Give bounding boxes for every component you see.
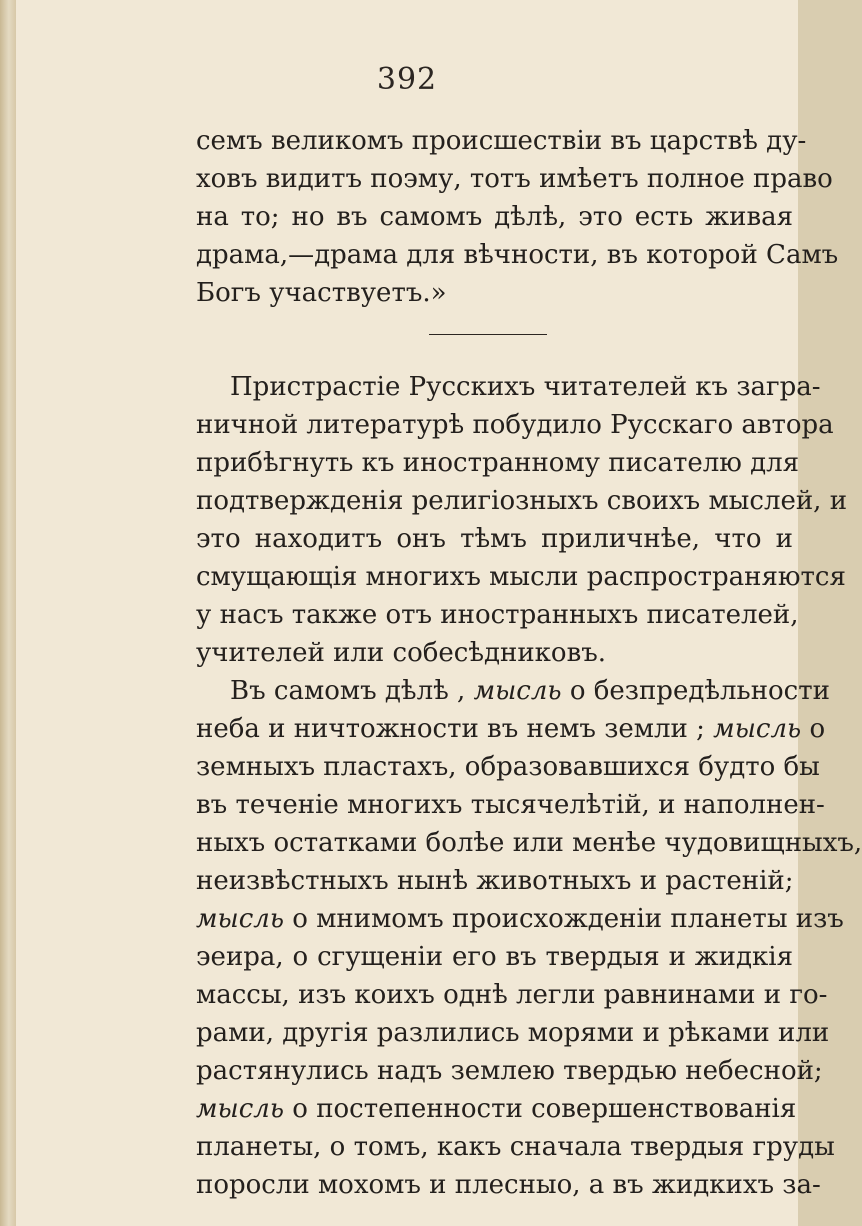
emphasis-word: мысль xyxy=(713,714,802,744)
emphasis-word: мысль xyxy=(196,904,285,934)
emphasis-word: мысль xyxy=(473,676,562,706)
text-line: драма,—драма для вѣчности, въ которой Самъ xyxy=(196,240,839,270)
text-line: подтвержденія религіозныхъ своихъ мыслей, и xyxy=(196,486,848,516)
text-line: массы, изъ коихъ однѣ легли равнинами и го- xyxy=(196,980,828,1010)
divider-rule xyxy=(429,334,547,335)
text-line: смущающія многихъ мысли распространяются xyxy=(196,562,846,592)
text-line: Пристрастіе Русскихъ читателей къ загра- xyxy=(230,372,821,402)
emphasis-word: мысль xyxy=(196,1094,285,1124)
text-line: семъ великомъ происшествіи въ царствѣ ду- xyxy=(196,126,807,156)
text-line: земныхъ пластахъ, образовавшихся будто бы xyxy=(196,752,820,782)
text-line: на то; но въ самомъ дѣлѣ, это есть живая xyxy=(196,202,793,232)
section-spacing xyxy=(196,350,793,368)
text-line: учителей или собесѣдниковъ. xyxy=(196,638,607,668)
book-gutter xyxy=(0,0,17,1226)
text-line: эеира, о сгущеніи его въ твердыя и жидкія xyxy=(196,942,793,972)
text-line: ничной литературѣ побудило Русскаго автора xyxy=(196,410,834,440)
text-line: поросли мохомъ и плесныо, а въ жидкихъ за- xyxy=(196,1170,821,1200)
text-line: неизвѣстныхъ нынѣ животныхъ и растеній; xyxy=(196,866,794,896)
text-line xyxy=(196,710,826,748)
paragraph-1 xyxy=(196,368,848,672)
text-fragment: неба и ничтожности въ немъ земли ; xyxy=(196,714,714,744)
paragraph-2 xyxy=(196,672,862,1204)
text-fragment: о xyxy=(801,714,826,744)
text-line: планеты, о томъ, какъ сначала твердыя груды xyxy=(196,1132,835,1162)
text-line: прибѣгнуть къ иностранному писателю для xyxy=(196,448,800,478)
section-divider xyxy=(196,312,793,350)
text-line: ныхъ остатками болѣе или менѣе чудовищныхъ, xyxy=(196,828,862,858)
text-line: это находитъ онъ тѣмъ приличнѣе, что и xyxy=(196,524,793,554)
text-line: рами, другія разлились морями и рѣками или xyxy=(196,1018,830,1048)
text-line: ховъ видитъ поэму, тотъ имѣетъ полное право xyxy=(196,164,833,194)
text-fragment: о постепенности совершенствованія xyxy=(284,1094,797,1124)
text-line: въ теченіе многихъ тысячелѣтій, и наполнен- xyxy=(196,790,825,820)
page-text xyxy=(196,122,862,1204)
text-fragment: о безпредѣльности xyxy=(561,676,830,706)
text-fragment: Въ самомъ дѣлѣ , xyxy=(230,676,474,706)
page-number: 392 xyxy=(376,62,438,97)
text-line xyxy=(196,900,844,938)
text-line xyxy=(196,1090,797,1128)
text-line: у насъ также отъ иностранныхъ писателей, xyxy=(196,600,799,630)
text-line: Богъ участвуетъ.» xyxy=(196,278,447,308)
text-fragment: о мнимомъ происхожденіи планеты изъ xyxy=(284,904,844,934)
quote-continuation xyxy=(196,122,839,312)
text-line: растянулись надъ землею твердью небесной; xyxy=(196,1056,823,1086)
book-page xyxy=(16,0,862,1226)
text-line xyxy=(196,672,830,710)
